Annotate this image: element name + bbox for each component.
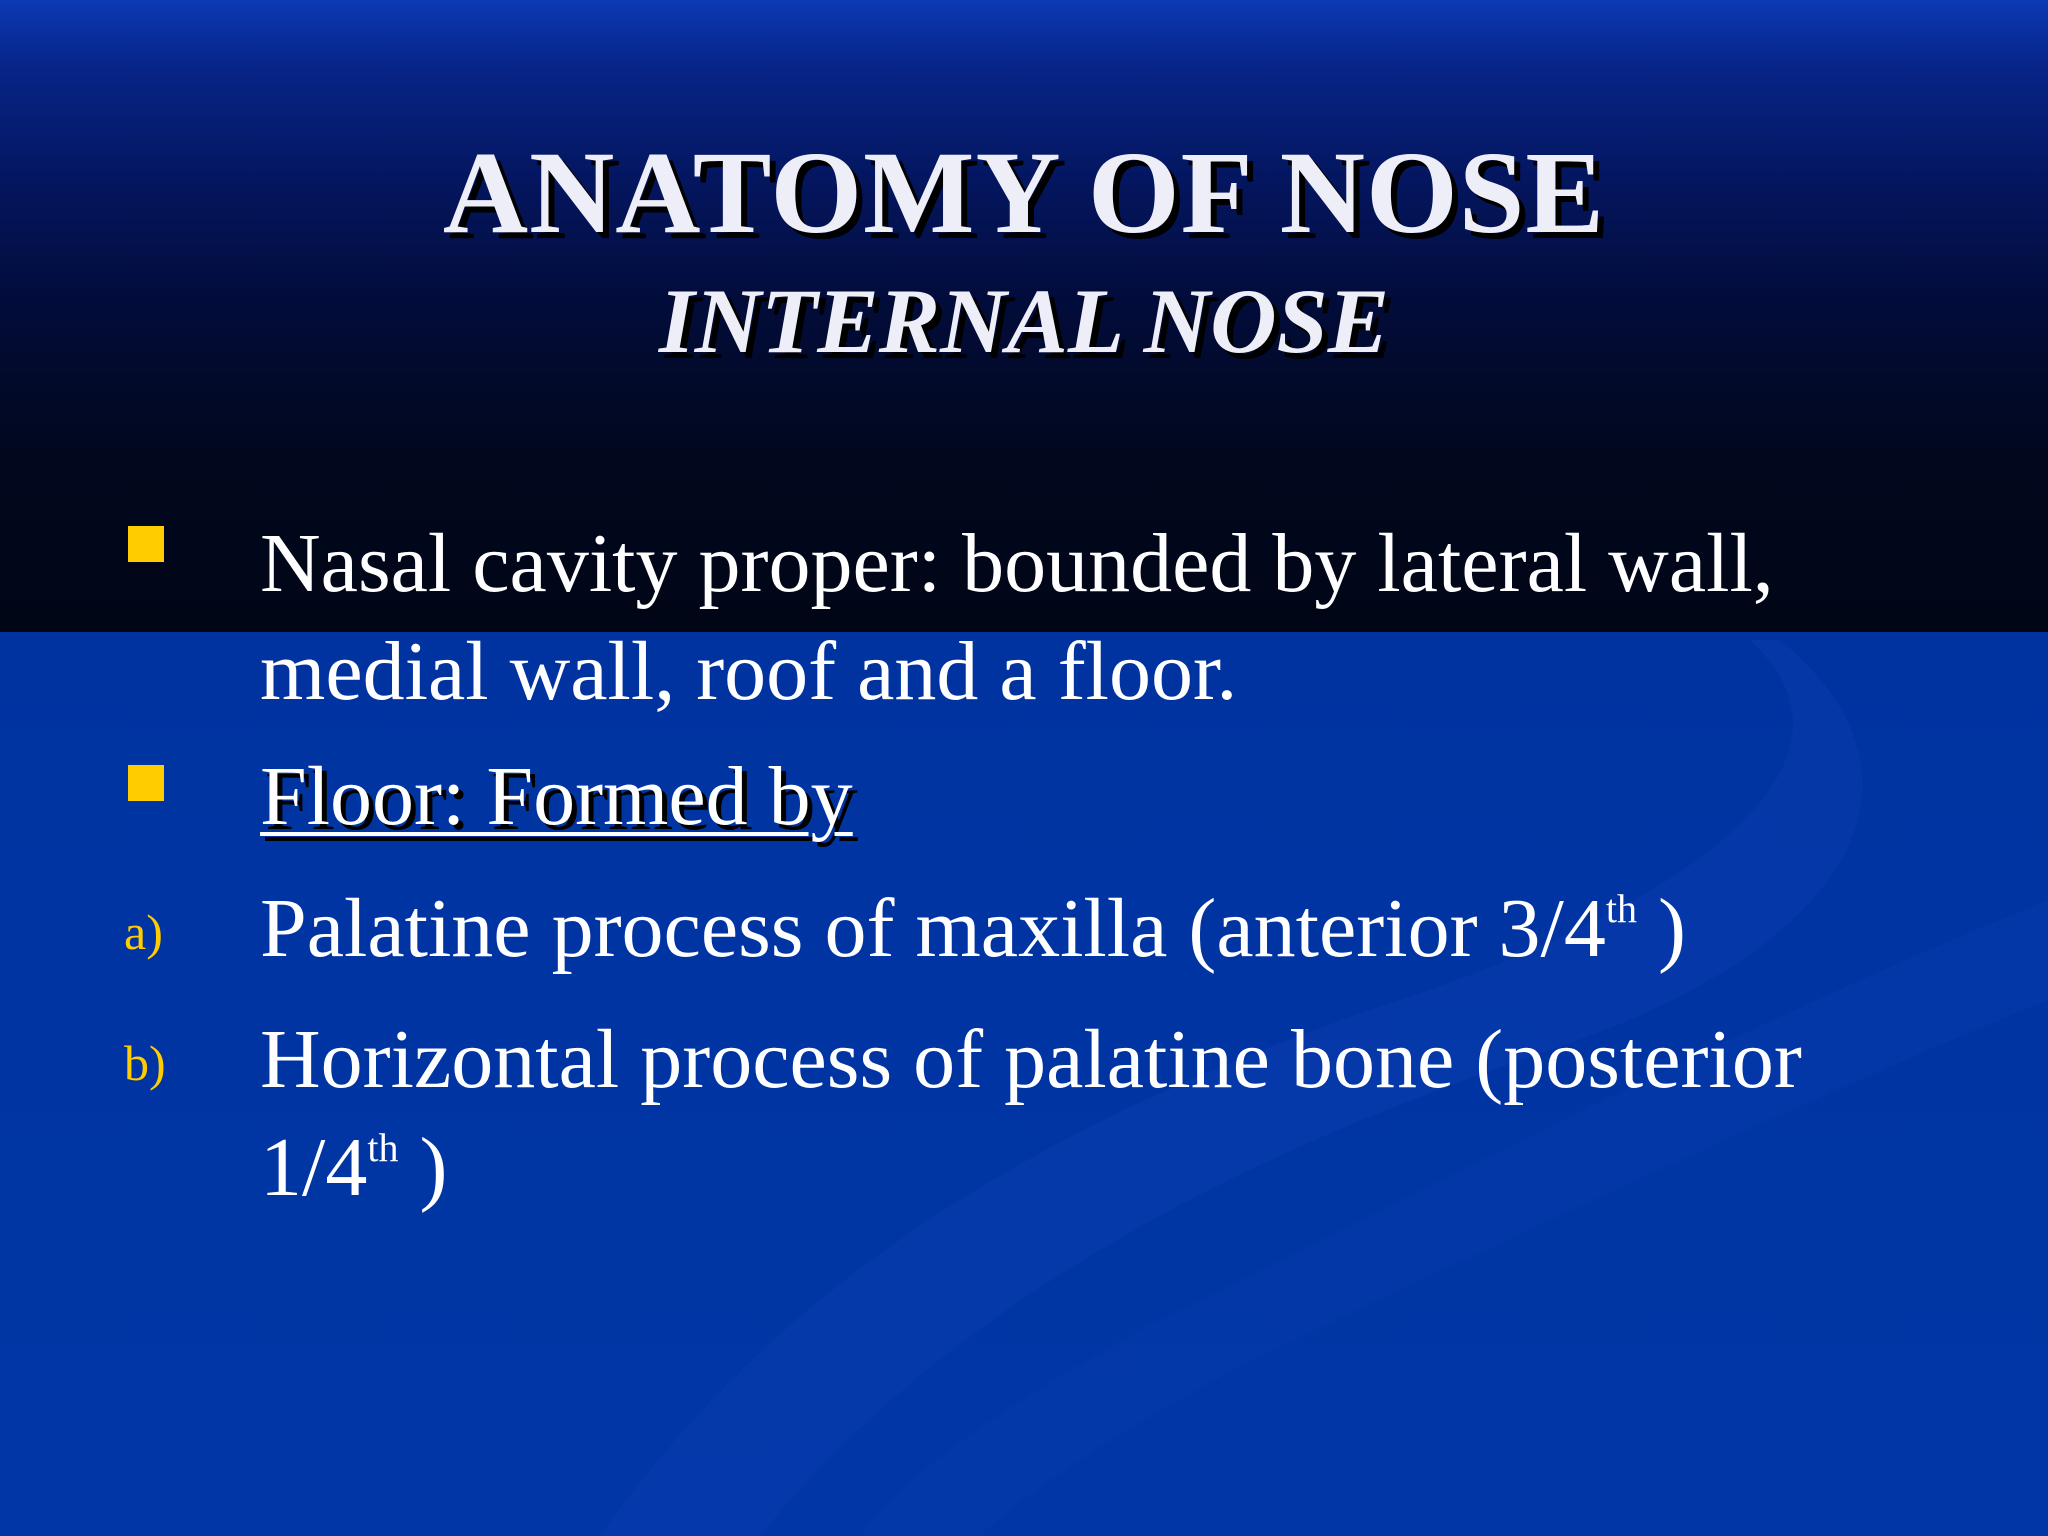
bullet-text: Nasal cavity proper: bounded by lateral wall, medial wall, roof and a floor. <box>260 517 1774 718</box>
slide-subtitle: INTERNAL NOSE <box>658 270 1390 372</box>
slide-title: ANATOMY OF NOSE <box>442 127 1606 258</box>
bullet-text-line1: Horizontal process of palatine bone (posterior <box>260 1013 1802 1106</box>
bullet-text <box>260 875 2000 983</box>
bullet-text <box>260 1006 2000 1222</box>
letter-marker-b: b) <box>124 1035 166 1091</box>
square-bullet-icon <box>128 765 164 801</box>
floor-heading: Floor: Formed by <box>260 750 853 843</box>
letter-marker-a: a) <box>124 904 163 960</box>
superscript: th <box>367 1125 399 1170</box>
bullet-text-main: Palatine process of maxilla (anterior 3/4 <box>260 882 1606 975</box>
bullet-text-suffix: ) <box>398 1121 448 1214</box>
bullet-text-suffix: ) <box>1637 882 1686 975</box>
bullet-text-line2: 1/4 <box>260 1121 368 1214</box>
square-bullet-icon <box>128 526 164 562</box>
superscript: th <box>1605 886 1638 931</box>
